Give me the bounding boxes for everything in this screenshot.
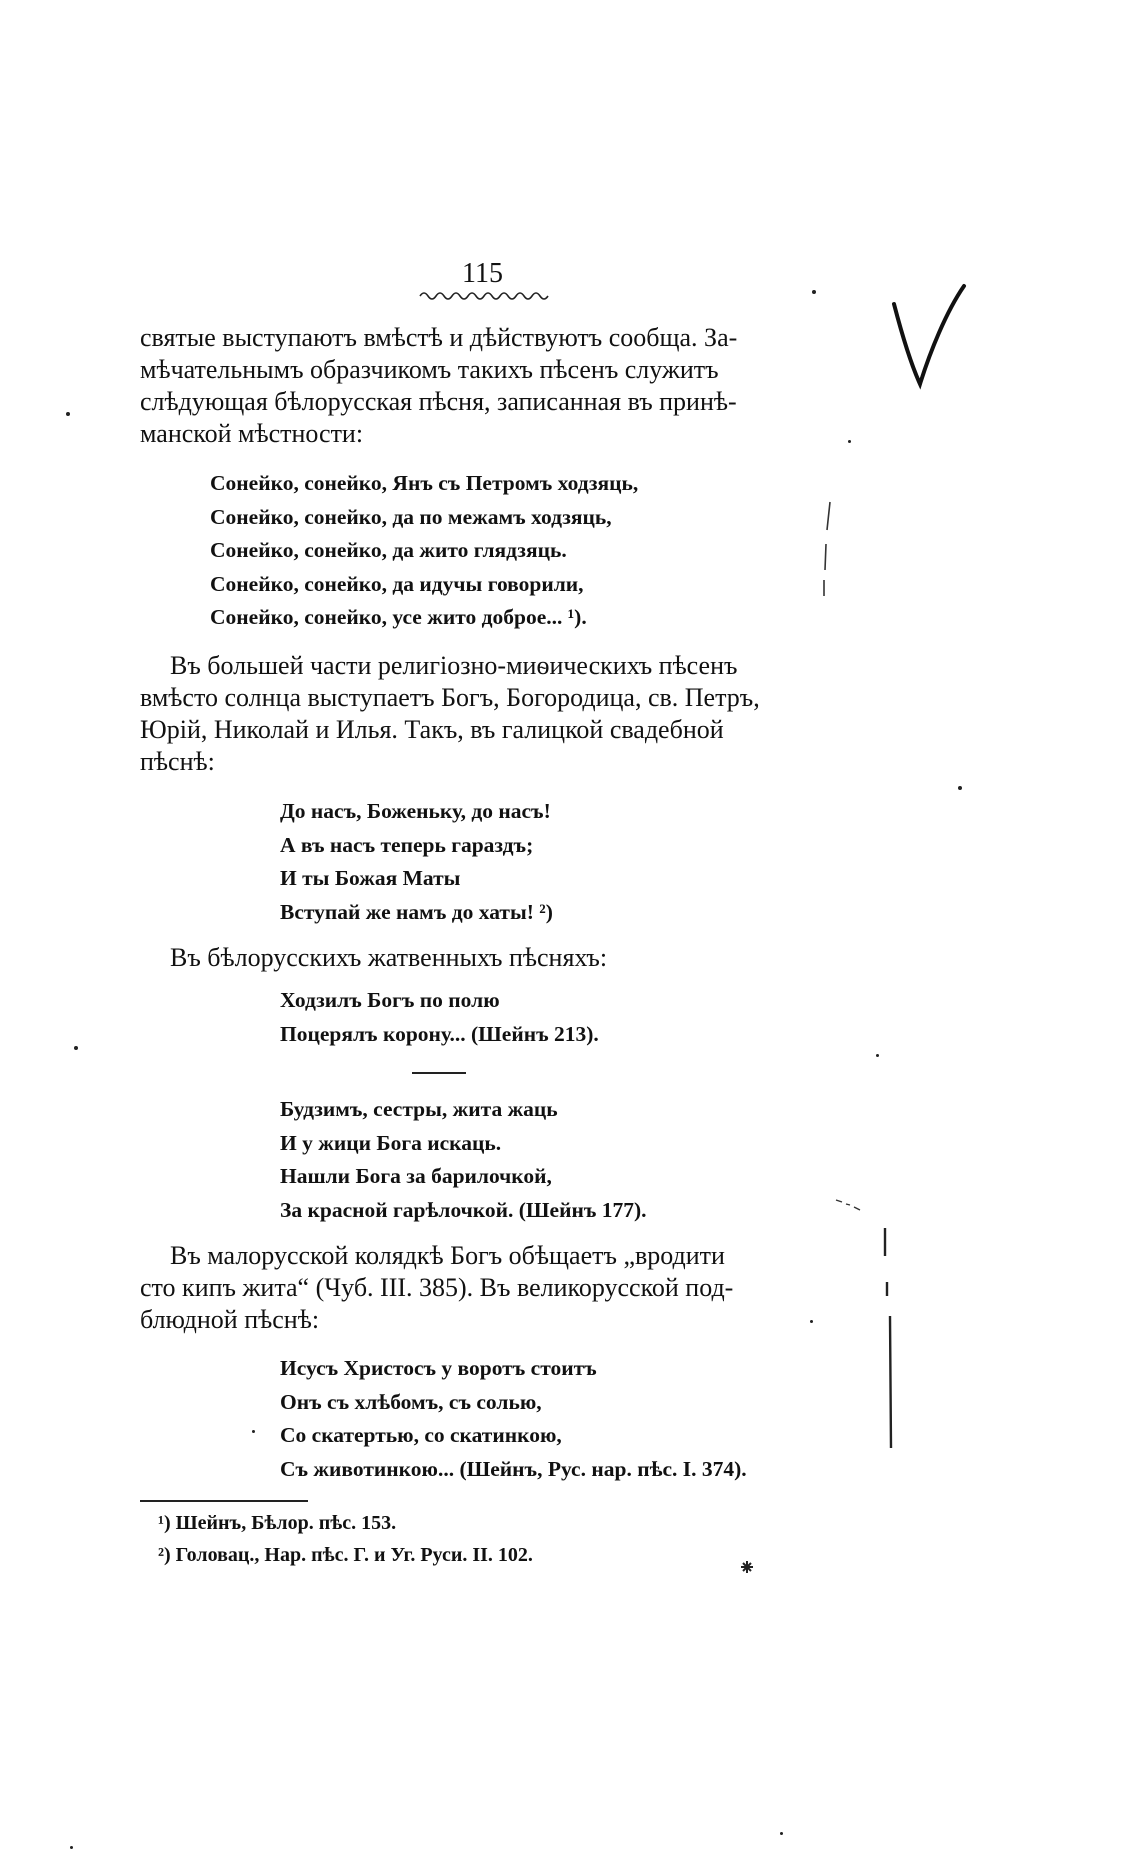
verse-line-text: Вступай же намъ до хаты!	[280, 899, 534, 924]
text-line: Въ большей части религіозно-миѳическихъ пѣсенъ	[170, 651, 738, 680]
footnote-ref: ¹).	[567, 605, 587, 629]
margin-dot-icon	[848, 440, 851, 443]
margin-dot-icon	[74, 1046, 78, 1050]
verse-line: Ходзилъ Богъ по полю	[280, 988, 500, 1012]
verse-line: До насъ, Боженьку, до насъ!	[280, 799, 551, 823]
margin-dot-icon	[812, 290, 816, 294]
verse-line: Поцерялъ корону... (Шейнъ 213).	[280, 1021, 599, 1046]
text-line: вмѣсто солнца выступаетъ Богъ, Богородица, св. Петръ,	[140, 683, 760, 712]
verse-line-text: Сонейко, сонейко, усе жито доброе...	[210, 605, 563, 629]
margin-dot-icon	[958, 786, 962, 790]
text-line: слѣдующая бѣлорусская пѣсня, записанная въ принѣ-	[140, 387, 737, 416]
margin-line-mark-icon	[882, 1226, 898, 1456]
verse-line: Онъ съ хлѣбомъ, съ солью,	[280, 1389, 542, 1414]
verse-line: Сонейко, сонейко, да жито глядзяць.	[210, 538, 567, 562]
verse-3	[280, 984, 599, 1051]
verse-separator	[412, 1072, 466, 1074]
margin-dot-icon	[252, 1430, 255, 1433]
verse-line: Съ животинкою... (Шейнъ, Рус. нар. пѣс. I. 374).	[280, 1456, 747, 1481]
margin-dot-icon	[66, 412, 70, 416]
text-line: сто кипъ жита“ (Чуб. III. 385). Въ великорусской под-	[140, 1273, 734, 1302]
text-line: мѣчательнымъ образчикомъ такихъ пѣсенъ служитъ	[140, 355, 719, 384]
verse-line: Исусъ Христосъ у воротъ стоитъ	[280, 1356, 597, 1380]
paragraph-3	[140, 942, 830, 974]
text-line: Юрій, Николай и Илья. Такъ, въ галицкой свадебной	[140, 715, 724, 744]
verse-line: Сонейко, сонейко, да по межамъ ходзяць,	[210, 504, 612, 529]
footnote: ²) Головац., Нар. пѣс. Г. и Уг. Руси. II. 102.	[158, 1544, 533, 1566]
verse-line	[280, 896, 553, 930]
verse-line: Нашли Бога за барилочкой,	[280, 1164, 552, 1188]
verse-line: И у жици Бога искаць.	[280, 1130, 502, 1155]
asterisk-mark-icon	[740, 1560, 754, 1574]
verse-5	[280, 1352, 747, 1486]
paragraph-1	[140, 322, 830, 450]
verse-line: За красной гарѣлочкой. (Шейнъ 177).	[280, 1197, 647, 1222]
text-line: Въ бѣлорусскихъ жатвенныхъ пѣсняхъ:	[170, 943, 608, 972]
checkmark-icon	[888, 282, 968, 392]
margin-dot-icon	[810, 1320, 813, 1323]
verse-line: И ты Божая Маты	[280, 866, 461, 890]
paragraph-2	[140, 650, 830, 778]
verse-1	[210, 467, 638, 635]
margin-dash-mark-icon	[834, 1196, 864, 1212]
verse-line: Сонейко, сонейко, Янъ съ Петромъ ходзяць,	[210, 471, 639, 495]
verse-line: А въ насъ теперь гараздъ;	[280, 832, 534, 857]
footnotes	[158, 1507, 533, 1571]
paragraph-4	[140, 1240, 830, 1336]
footnote-ref: ²)	[539, 899, 553, 924]
verse-line: Будзимъ, сестры, жита жаць	[280, 1097, 558, 1121]
text-line: Въ малорусской колядкѣ Богъ обѣщаетъ „вродити	[170, 1241, 725, 1270]
page-number: 115	[462, 258, 503, 289]
text-line: пѣснѣ:	[140, 747, 215, 776]
verse-line: Сонейко, сонейко, да идучы говорили,	[210, 571, 584, 596]
footnote: ¹) Шейнъ, Бѣлор. пѣс. 153.	[158, 1512, 397, 1534]
footnote-rule	[140, 1500, 308, 1502]
margin-dot-icon	[70, 1846, 73, 1849]
margin-dot-icon	[780, 1832, 783, 1835]
text-line: святые выступаютъ вмѣстѣ и дѣйствуютъ сообща. За-	[140, 323, 738, 352]
margin-dot-icon	[876, 1054, 879, 1057]
verse-2	[280, 795, 553, 929]
verse-line	[210, 601, 638, 635]
verse-4	[280, 1093, 647, 1227]
margin-line-mark-icon	[820, 500, 834, 600]
wavy-ornament-icon	[418, 288, 550, 302]
text-line: манской мѣстности:	[140, 419, 364, 448]
verse-line: Со скатертью, со скатинкою,	[280, 1423, 562, 1447]
text-line: блюдной пѣснѣ:	[140, 1305, 320, 1334]
